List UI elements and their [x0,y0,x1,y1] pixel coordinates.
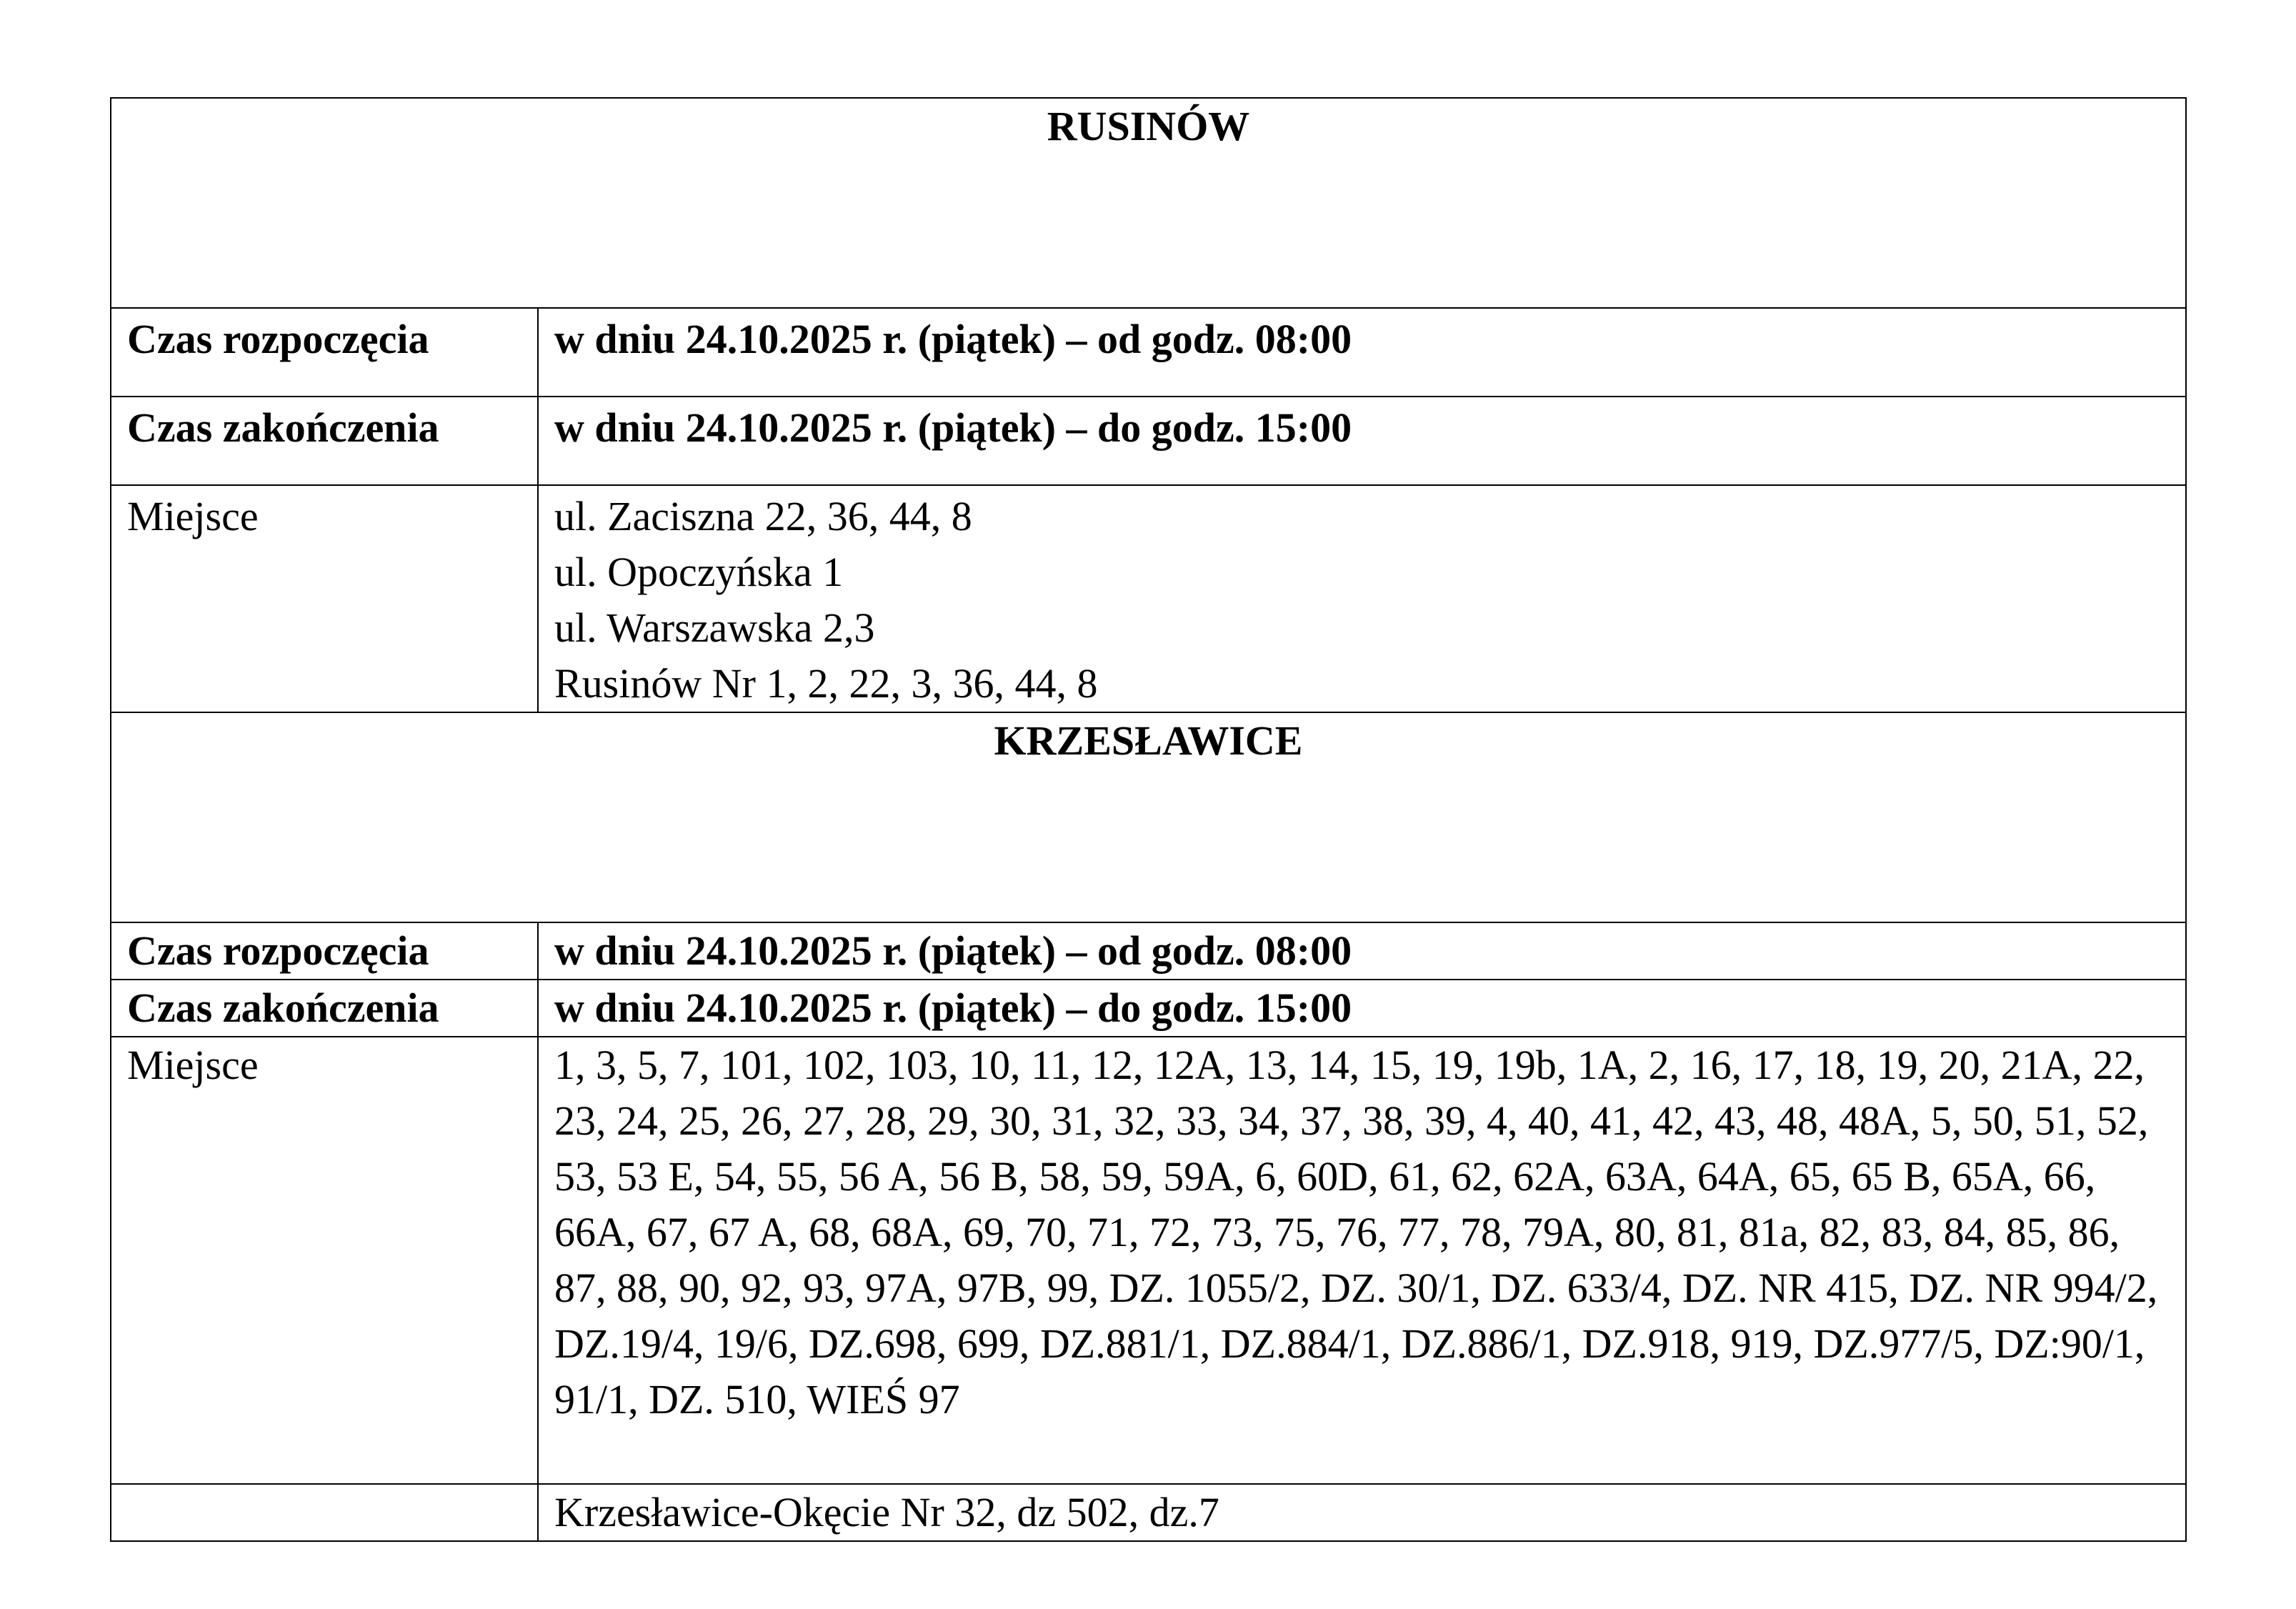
place-list [538,1037,2186,1484]
place-line: ul. Warszawska 2,3 [554,604,875,651]
section-title-rusinow: RUSINÓW [111,98,2186,308]
place-line: ul. Zaciszna 22, 36, 44, 8 [554,493,972,539]
end-time-row [111,980,2186,1037]
extra-place-label [111,1484,538,1541]
section-header-row [111,712,2186,922]
end-time-value: w dniu 24.10.2025 r. (piątek) – do godz. 15:00 [538,980,2186,1037]
end-time-label: Czas zakończenia [111,980,538,1037]
start-time-label: Czas rozpoczęcia [111,922,538,980]
start-time-value: w dniu 24.10.2025 r. (piątek) – od godz. 08:00 [538,308,2186,397]
start-time-row [111,922,2186,980]
place-line: ul. Opoczyńska 1 [554,549,844,595]
section-header-row [111,98,2186,308]
outage-schedule-table [110,97,2187,1542]
place-line: Rusinów Nr 1, 2, 22, 3, 36, 44, 8 [554,660,1098,707]
start-time-row [111,308,2186,397]
end-time-label: Czas zakończenia [111,397,538,485]
extra-place-row [111,1484,2186,1541]
place-label: Miejsce [111,1037,538,1484]
place-row [111,1037,2186,1484]
place-text: 1, 3, 5, 7, 101, 102, 103, 10, 11, 12, 12A, 13, 14, 15, 19, 19b, 1A, 2, 16, 17, 18, 19, 20, 21A, 22, 23, 24, 25, 26, 27, 28, 29, 30, 31, 32, 33, 34, 37, 38, 39, 4, 40, 41, 42, 43, 48, 48A, 5, 50, 51, 52, 53, 53 E, 54, 55, 56 A, 56 B, 58, 59, 59A, 6, 60D, 61, 62, 62A, 63A, 64A, 65, 65 B, 65A, 66, 66A, 67, 67 A, 68, 68A, 69, 70, 71, 72, 73, 75, 76, 77, 78, 79A, 80, 81, 81a, 82, 83, 84, 85, 86, 87, 88, 90, 92, 93, 97A, 97B, 99, DZ. 1055/2, DZ. 30/1, DZ. 633/4, DZ. NR 415, DZ. NR 994/2, DZ.19/4, 19/6, DZ.698, 699, DZ.881/1, DZ.884/1, DZ.886/1, DZ.918, 919, DZ.977/5, DZ:90/1, 91/1, DZ. 510, WIEŚ 97 [554,1042,2158,1423]
place-list [538,485,2186,712]
section-title-krzeslawice: KRZESŁAWICE [111,712,2186,922]
start-time-label: Czas rozpoczęcia [111,308,538,397]
extra-place-text: Krzesławice-Okęcie Nr 32, dz 502, dz.7 [538,1484,2186,1541]
place-label: Miejsce [111,485,538,712]
end-time-value: w dniu 24.10.2025 r. (piątek) – do godz. 15:00 [538,397,2186,485]
place-row [111,485,2186,712]
start-time-value: w dniu 24.10.2025 r. (piątek) – od godz. 08:00 [538,922,2186,980]
end-time-row [111,397,2186,485]
